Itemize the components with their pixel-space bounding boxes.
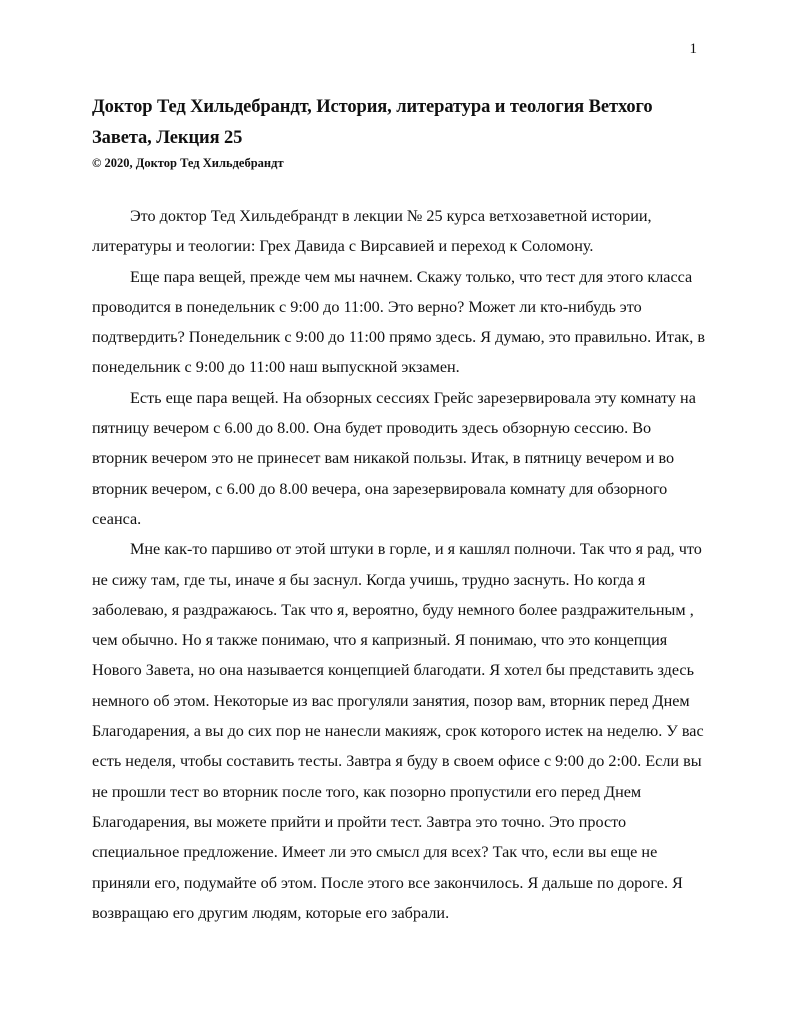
copyright-notice: © 2020, Доктор Тед Хильдебрандт <box>92 156 284 170</box>
page-number: 1 <box>689 41 697 57</box>
paragraph-exam-schedule: Еще пара вещей, прежде чем мы начнем. Скажу только, что тест для этого класса проводится в понедельник с 9:00 до 11:00. Это верно? Может ли кто-нибудь это подтвердить? Понедельник с 9:00 до 11:00 прямо здесь. Я думаю, это правильно. Итак, в понедельник с 9:00 до 11:00 наш выпускной экзамен. <box>92 267 705 377</box>
paragraph-intro: Это доктор Тед Хильдебрандт в лекции № 25 курса ветхозаветной истории, литературы и теологии: Грех Давида с Вирсавией и переход к Соломону. <box>92 207 652 256</box>
document-title: Доктор Тед Хильдебрандт, История, литература и теология Ветхого Завета, Лекция 25 <box>92 97 653 148</box>
lecture-body <box>92 201 710 928</box>
paragraph-review-sessions: Есть еще пара вещей. На обзорных сессиях Грейс зарезервировала эту комнату на пятницу вечером с 6.00 до 8.00. Она будет проводить здесь обзорную сессию. Во вторник вечером это не принесет вам никакой пользы. Итак, в пятницу вечером и во вторник вечером, с 6.00 до 8.00 вечера, она зарезервировала комнату для обзорного сеанса. <box>92 388 696 528</box>
paragraph-makeup-tests: Мне как-то паршиво от этой штуки в горле, и я кашлял полночи. Так что я рад, что не сижу там, где ты, иначе я бы заснул. Когда учишь, трудно заснуть. Но когда я заболеваю, я раздражаюсь. Так что я, вероятно, буду немного более раздражительным , чем обычно. Но я также понимаю, что я капризный. Я понимаю, что это концепция Нового Завета, но она называется концепцией благодати. Я хотел бы представить здесь немного об этом. Некоторые из вас прогуляли занятия, позор вам, вторник перед Днем Благодарения, а вы до сих пор не нанесли макияж, срок которого истек на неделю. У вас есть неделя, чтобы составить тесты. Завтра я буду в своем офисе с 9:00 до 2:00. Если вы не прошли тест во вторник после того, как позорно пропустили его перед Днем Благодарения, вы можете прийти и пройти тест. Завтра это точно. Это просто специальное предложение. Имеет ли это смысл для всех? Так что, если вы еще не приняли его, подумайте об этом. После этого все закончилось. Я дальше по дороге. Я возвращаю его другим людям, которые его забрали. <box>92 540 704 922</box>
